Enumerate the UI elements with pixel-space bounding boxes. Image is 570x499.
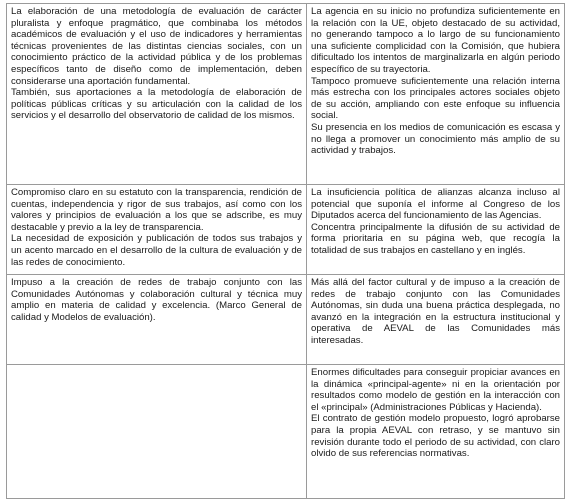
table-row	[7, 365, 565, 499]
table-cell-left	[7, 275, 307, 365]
cell-paragraph: La agencia en su inicio no profundiza suficientemente en la relación con la UE, objeto destacado de su actividad, no generando tampoco a lo largo de su funcionamiento una suficiente complicidad con la Comisión, que hubiera dificultado los intentos de marginalizarla en algún periodo específico de su trayectoria.	[311, 6, 560, 75]
cell-paragraph: Su presencia en los medios de comunicación es escasa y no llega a promover un conocimiento más amplio de su actividad y trabajos.	[311, 121, 560, 157]
table-row	[7, 185, 565, 275]
cell-paragraph: Más allá del factor cultural y de impuso a la creación de redes de trabajo conjunto con las Comunidades Autónomas, sin duda una buena práctica desplegada, no avanzó en la integración en la estructura institucional y operativa de AEVAL de las Comunidades más interesadas.	[311, 277, 560, 346]
cell-paragraph: El contrato de gestión modelo propuesto, logró aprobarse para la propia AEVAL con retraso, y se mantuvo sin revisión durante todo el periodo de su actividad, con claro olvido de sus referencias normativas.	[311, 413, 560, 460]
table-cell-left-empty	[7, 365, 307, 499]
table-cell-right	[307, 275, 565, 365]
table-cell-right	[307, 4, 565, 185]
cell-paragraph: Impuso a la creación de redes de trabajo conjunto con las Comunidades Autónomas y colaboración cultural y técnica muy amplio en materia de calidad y excelencia. (Marco General de calidad y Modelos de evaluación).	[11, 277, 302, 323]
comparison-table	[6, 3, 565, 499]
cell-paragraph: Compromiso claro en su estatuto con la transparencia, rendición de cuentas, independencia y rigor de sus trabajos, así como con los valores y principios de evaluación a los que se adscribe, es muy destacable y previo a la ley de transparencia.	[11, 187, 302, 233]
cell-paragraph: También, sus aportaciones a la metodología de elaboración de políticas públicas críticas y su articulación con la calidad de los servicios y el desarrollo del observatorio de calidad de los mismos.	[11, 87, 302, 122]
cell-paragraph: Tampoco promueve suficientemente una relación interna más estrecha con los principales actores sociales objeto de su acción, ampliando con este enfoque su influencia social.	[311, 75, 560, 122]
table-cell-right	[307, 365, 565, 499]
cell-paragraph: La necesidad de exposición y publicación de todos sus trabajos y un acento marcado en el desarrollo de la cultura de evaluación y de las redes de conocimiento.	[11, 233, 302, 268]
table-row	[7, 275, 565, 365]
cell-paragraph: Enormes dificultades para conseguir propiciar avances en la dinámica «principal-agente» ni en la orientación por resultados como modelo de gestión en la interacción con el «principal» (Administraciones Públicas y Hacienda).	[311, 367, 560, 413]
table-cell-right	[307, 185, 565, 275]
table-cell-left	[7, 4, 307, 185]
cell-paragraph: La elaboración de una metodología de evaluación de carácter pluralista y enfoque pragmático, que combinaba los métodos académicos de evaluación y el uso de indicadores y herramientas técnicas provenientes de las distintas ciencias sociales, con un conocimiento práctico de la actividad pública y de los problemas específicos tanto de diseño como de implementación, deben considerarse una aportación fundamental.	[11, 6, 302, 87]
table-row	[7, 4, 565, 185]
cell-paragraph: La insuficiencia política de alianzas alcanza incluso al potencial que suponía el informe al Congreso de los Diputados acerca del funcionamiento de las Agencias.	[311, 187, 560, 222]
cell-paragraph: Concentra principalmente la difusión de su actividad de forma prioritaria en su página web, que recogía la totalidad de sus trabajos en castellano y en inglés.	[311, 221, 560, 256]
table-cell-left	[7, 185, 307, 275]
